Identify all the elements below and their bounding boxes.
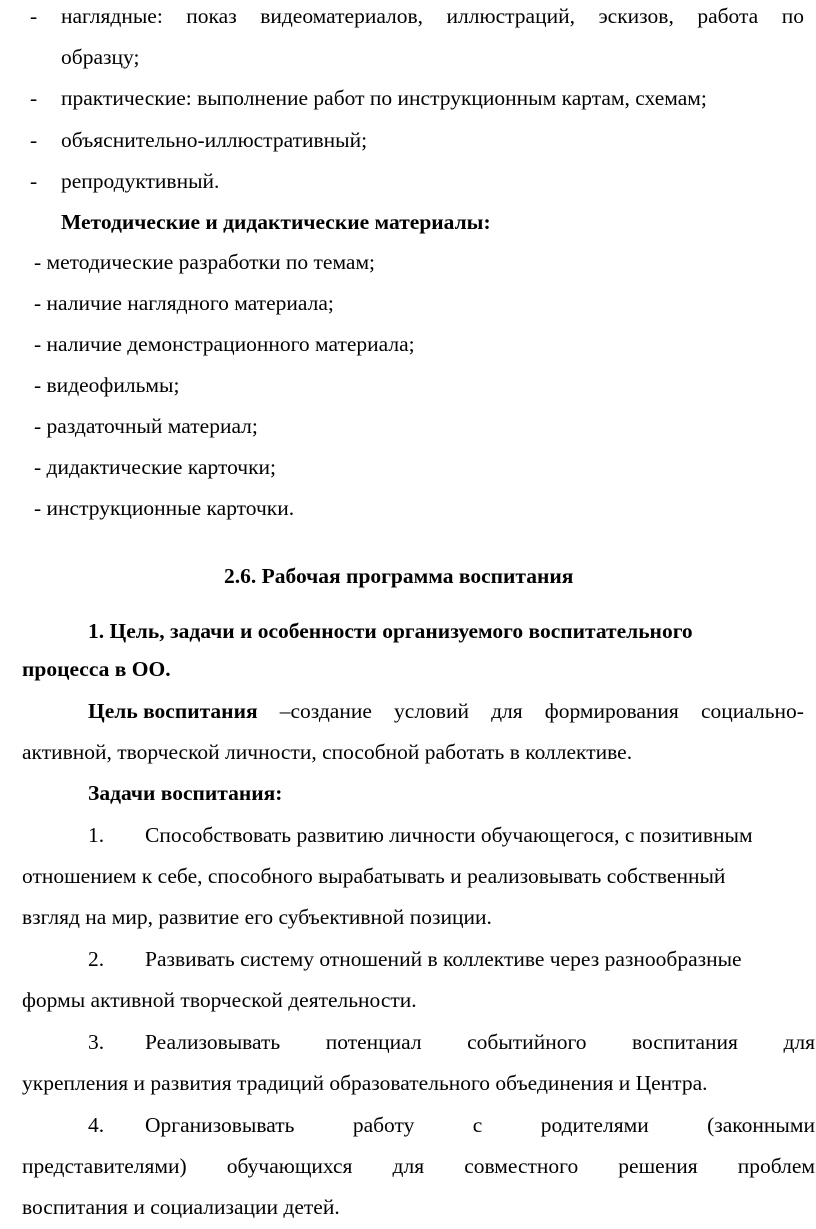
task-number: 4.	[88, 1113, 105, 1137]
task-number: 2.	[88, 947, 105, 971]
word: условий	[394, 699, 469, 723]
list-dash: -	[30, 4, 38, 28]
task-4-line-1	[145, 1113, 815, 1139]
materials-item: - раздаточный материал;	[34, 414, 258, 438]
word: (законными	[707, 1113, 815, 1137]
word: –создание	[279, 699, 372, 723]
methods-item-3: объяснительно-иллюстративный;	[61, 128, 368, 152]
word: работу	[352, 1113, 415, 1137]
task-1-line-3: взгляд на мир, развитие его субъективной позиции.	[22, 905, 492, 929]
list-dash: -	[30, 128, 38, 152]
word: родителями	[540, 1113, 649, 1137]
materials-item: - методические разработки по темам;	[34, 250, 376, 274]
word: представителями)	[22, 1154, 187, 1178]
word: потенциал	[325, 1030, 422, 1054]
word: для	[491, 699, 523, 723]
word: проблем	[737, 1154, 815, 1178]
task-2-line-1: Развивать систему отношений в коллективе через разнообразные	[145, 947, 742, 971]
list-dash: -	[30, 169, 38, 193]
word: показ	[186, 4, 237, 28]
word: решения	[618, 1154, 698, 1178]
word: наглядные:	[61, 4, 163, 28]
word: видеоматериалов,	[260, 4, 424, 28]
task-4-line-2	[22, 1154, 815, 1180]
materials-item: - наличие демонстрационного материала;	[34, 332, 415, 356]
word: эскизов,	[598, 4, 674, 28]
methods-item-1-line-1	[61, 4, 804, 30]
task-1-line-2: отношением к себе, способного вырабатывать и реализовывать собственный	[22, 864, 726, 888]
task-number: 3.	[88, 1030, 105, 1054]
word: воспитания	[631, 1030, 738, 1054]
word: социально-	[700, 699, 804, 723]
materials-item: - дидактические карточки;	[34, 455, 277, 479]
task-1-line-1: Способствовать развитию личности обучающегося, с позитивным	[145, 823, 753, 847]
word: совместного	[464, 1154, 579, 1178]
methods-item-2: практические: выполнение работ по инструкционным картам, схемам;	[61, 86, 707, 110]
task-3-line-1	[145, 1030, 815, 1056]
materials-item: - инструкционные карточки.	[34, 496, 295, 520]
word: с	[472, 1113, 483, 1137]
methods-item-1-line-2: образцу;	[61, 45, 140, 69]
materials-heading: Методические и дидактические материалы:	[61, 210, 491, 234]
goal-label: Цель воспитания	[88, 699, 258, 723]
section-subtitle-line-2: процесса в ОО.	[22, 657, 171, 681]
word: Организовывать	[145, 1113, 295, 1137]
word: иллюстраций,	[446, 4, 575, 28]
word: событийного	[467, 1030, 587, 1054]
word: работа	[697, 4, 759, 28]
section-title: 2.6. Рабочая программа воспитания	[224, 564, 574, 588]
section-subtitle-line-1: 1. Цель, задачи и особенности организуемого воспитательного	[88, 619, 693, 643]
goal-line-2: активной, творческой личности, способной работать в коллективе.	[22, 740, 633, 764]
list-dash: -	[30, 86, 38, 110]
word: обучающихся	[226, 1154, 353, 1178]
word: по	[781, 4, 804, 28]
task-4-line-3: воспитания и социализации детей.	[22, 1195, 340, 1219]
methods-item-4: репродуктивный.	[61, 169, 220, 193]
word: формирования	[544, 699, 679, 723]
word: Реализовывать	[145, 1030, 281, 1054]
task-2-line-2: формы активной творческой деятельности.	[22, 988, 417, 1012]
task-3-line-2: укрепления и развития традиций образовательного объединения и Центра.	[22, 1071, 708, 1095]
word: для	[783, 1030, 815, 1054]
materials-item: - наличие наглядного материала;	[34, 291, 334, 315]
goal-line-1	[88, 699, 804, 725]
materials-item: - видеофильмы;	[34, 373, 180, 397]
tasks-heading: Задачи воспитания:	[88, 781, 283, 805]
task-number: 1.	[88, 823, 105, 847]
word: для	[392, 1154, 425, 1178]
